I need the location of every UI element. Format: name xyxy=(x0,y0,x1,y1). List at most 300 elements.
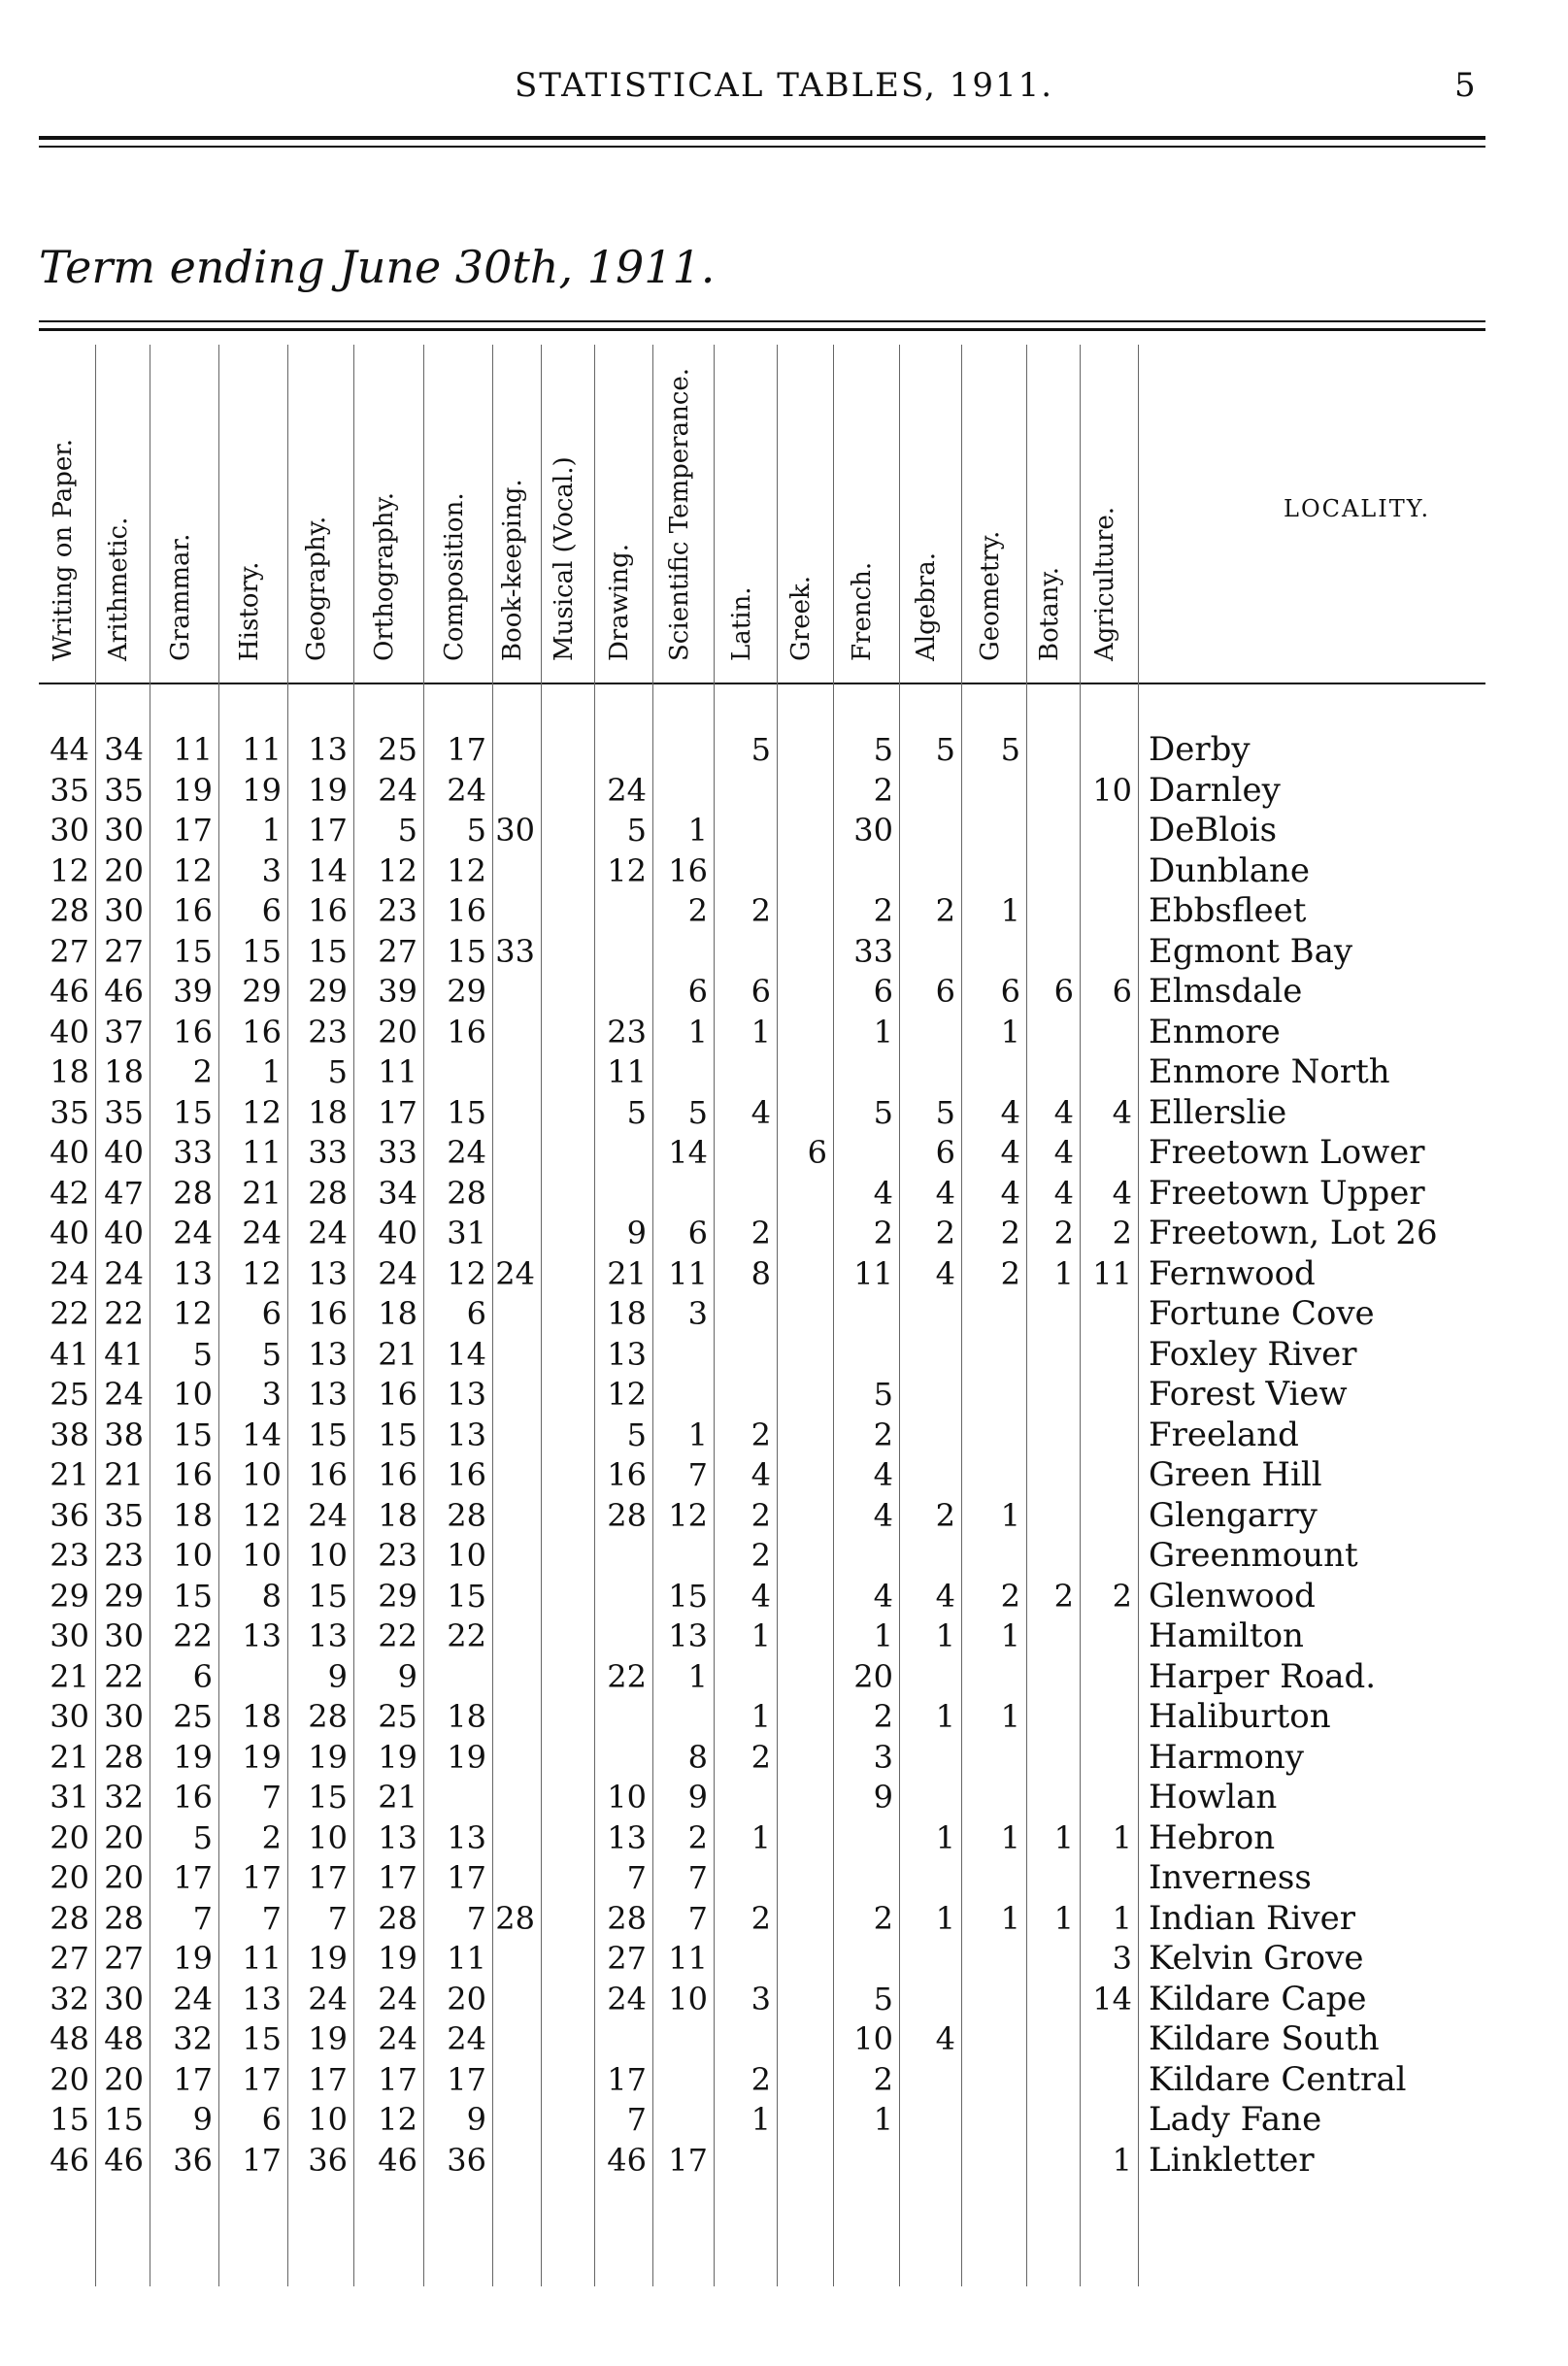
table-cell: 5 xyxy=(626,1416,647,1453)
table-cell xyxy=(961,2060,1026,2101)
table-cell: 2 xyxy=(751,1899,771,1937)
table-cell: 24 xyxy=(378,1980,417,2017)
table-row xyxy=(39,1899,1485,1940)
locality-name: Enmore North xyxy=(1149,1052,1390,1091)
table-cell xyxy=(652,2019,714,2060)
table-cell xyxy=(899,2100,961,2141)
column-header-label: Book-keeping. xyxy=(498,479,527,661)
column-header xyxy=(777,345,833,683)
table-cell: 10 xyxy=(668,1980,708,2017)
table-cell: 1 xyxy=(873,2101,893,2138)
table-cell: 5 xyxy=(626,1093,647,1131)
table-cell xyxy=(899,1052,961,1093)
table-cell xyxy=(777,2060,833,2101)
table-cell: 28 xyxy=(50,892,89,929)
table-cell: 12 xyxy=(173,1295,213,1332)
table-cell: 9 xyxy=(466,2101,486,2138)
table-cell xyxy=(961,1416,1026,1456)
column-header-label: Scientific Temperance. xyxy=(664,367,694,661)
table-cell: 5 xyxy=(873,1980,893,2017)
table-cell: 28 xyxy=(378,1899,417,1937)
table-cell xyxy=(492,1335,541,1376)
table-cell xyxy=(777,2141,833,2182)
table-cell: 18 xyxy=(173,1496,213,1534)
table-cell xyxy=(541,1133,594,1174)
table-cell: 35 xyxy=(104,771,144,809)
table-cell: 5 xyxy=(873,731,893,768)
table-row xyxy=(39,1616,1485,1657)
table-cell: 38 xyxy=(104,1416,144,1453)
table-cell: 35 xyxy=(50,771,89,809)
table-cell: 15 xyxy=(173,1577,213,1615)
table-cell: 10 xyxy=(242,1456,282,1493)
table-cell: 15 xyxy=(308,1577,348,1615)
table-cell: 17 xyxy=(447,1859,486,1896)
table-cell: 18 xyxy=(50,1053,89,1090)
table-cell: 10 xyxy=(1092,771,1132,809)
table-cell: 27 xyxy=(104,1940,144,1977)
table-row xyxy=(39,1455,1485,1496)
table-cell: 6 xyxy=(687,973,708,1010)
table-cell: 4 xyxy=(1000,1174,1020,1212)
table-cell: 1 xyxy=(687,1416,708,1453)
table-cell: 6 xyxy=(192,1657,213,1695)
table-cell xyxy=(1080,1416,1138,1456)
table-cell xyxy=(594,972,652,1013)
table-cell xyxy=(1080,1616,1138,1657)
table-cell xyxy=(652,1335,714,1376)
table-cell: 1 xyxy=(1053,1818,1074,1856)
table-cell xyxy=(777,1093,833,1134)
table-cell xyxy=(541,1052,594,1093)
table-cell xyxy=(777,771,833,812)
table-cell: 17 xyxy=(308,2060,348,2098)
table-cell xyxy=(777,1013,833,1053)
table-cell: 2 xyxy=(687,892,708,929)
locality-name: Enmore xyxy=(1149,1012,1281,1051)
locality-name: Kelvin Grove xyxy=(1149,1939,1364,1978)
table-cell: 24 xyxy=(447,1134,486,1171)
table-cell: 38 xyxy=(50,1416,89,1453)
table-cell: 16 xyxy=(447,1456,486,1493)
table-row xyxy=(39,1738,1485,1779)
table-row xyxy=(39,1093,1485,1134)
table-cell: 1 xyxy=(1000,1013,1020,1050)
table-cell: 2 xyxy=(261,1818,282,1856)
table-cell: 37 xyxy=(104,1013,144,1050)
table-cell: 25 xyxy=(173,1698,213,1735)
table-cell: 30 xyxy=(104,812,144,849)
table-cell xyxy=(1026,1536,1080,1577)
locality-name: Hamilton xyxy=(1149,1616,1304,1655)
table-cell: 16 xyxy=(308,892,348,929)
table-cell: 15 xyxy=(173,932,213,970)
table-cell xyxy=(594,1133,652,1174)
table-cell xyxy=(1080,1778,1138,1818)
table-row xyxy=(39,730,1485,771)
table-cell xyxy=(1026,1496,1080,1537)
table-row xyxy=(39,1536,1485,1577)
table-cell: 28 xyxy=(104,1899,144,1937)
table-cell: 10 xyxy=(308,2101,348,2138)
table-cell xyxy=(777,1616,833,1657)
locality-name: Foxley River xyxy=(1149,1334,1357,1374)
table-cell xyxy=(541,1335,594,1376)
table-cell: 2 xyxy=(935,892,955,929)
table-cell: 2 xyxy=(1000,1215,1020,1251)
table-cell: 4 xyxy=(873,1577,893,1615)
table-cell xyxy=(492,1939,541,1980)
table-cell: 4 xyxy=(1000,1093,1020,1131)
table-cell: 18 xyxy=(378,1496,417,1534)
table-cell: 17 xyxy=(378,1093,417,1131)
table-cell: 46 xyxy=(607,2141,647,2179)
table-cell: 48 xyxy=(50,2020,89,2057)
table-cell: 2 xyxy=(751,1537,771,1574)
table-cell: 24 xyxy=(447,771,486,809)
table-cell xyxy=(594,932,652,973)
table-row xyxy=(39,1133,1485,1174)
table-row xyxy=(39,1577,1485,1617)
table-header xyxy=(39,345,1485,683)
table-cell: 30 xyxy=(495,812,535,849)
table-cell: 8 xyxy=(261,1577,282,1615)
table-cell xyxy=(714,1335,777,1376)
table-cell: 19 xyxy=(308,1940,348,1977)
table-cell: 4 xyxy=(873,1456,893,1493)
table-cell: 14 xyxy=(668,1134,708,1171)
table-cell xyxy=(777,891,833,932)
locality-name: Egmont Bay xyxy=(1149,931,1353,971)
table-cell xyxy=(541,1858,594,1899)
table-cell: 2 xyxy=(873,771,893,809)
table-cell xyxy=(714,2019,777,2060)
table-cell: 32 xyxy=(173,2020,213,2057)
table-cell: 13 xyxy=(607,1335,647,1373)
table-cell xyxy=(492,1697,541,1738)
table-cell: 20 xyxy=(104,1859,144,1896)
header-rule-thick xyxy=(39,136,1485,140)
table-cell: 10 xyxy=(242,1537,282,1574)
table-cell xyxy=(899,1778,961,1818)
table-cell: 5 xyxy=(397,812,417,849)
table-cell: 4 xyxy=(751,1456,771,1493)
table-cell: 12 xyxy=(242,1093,282,1131)
locality-name: Kildare Central xyxy=(1149,2059,1407,2099)
locality-name: Freetown Upper xyxy=(1149,1173,1425,1213)
table-cell: 22 xyxy=(447,1617,486,1654)
locality-name: Derby xyxy=(1149,730,1251,769)
table-cell: 23 xyxy=(378,892,417,929)
table-cell: 13 xyxy=(242,1617,282,1654)
table-cell: 27 xyxy=(607,1940,647,1977)
table-cell: 2 xyxy=(1112,1215,1132,1251)
table-cell: 11 xyxy=(378,1053,417,1090)
table-cell xyxy=(777,1577,833,1617)
table-cell xyxy=(714,1133,777,1174)
table-cell: 47 xyxy=(104,1174,144,1212)
table-cell: 21 xyxy=(50,1738,89,1776)
table-cell xyxy=(714,1939,777,1980)
table-cell xyxy=(777,1536,833,1577)
table-cell xyxy=(777,851,833,892)
table-cell: 2 xyxy=(1000,1254,1020,1292)
table-cell: 11 xyxy=(853,1254,893,1292)
table-top-rule-thick xyxy=(39,328,1485,331)
table-cell xyxy=(777,1174,833,1215)
table-cell xyxy=(423,1778,492,1818)
table-cell: 1 xyxy=(751,2101,771,2138)
table-cell: 15 xyxy=(50,2101,89,2138)
table-cell: 19 xyxy=(378,1738,417,1776)
table-cell: 28 xyxy=(607,1899,647,1937)
table-cell: 2 xyxy=(751,892,771,929)
table-cell: 16 xyxy=(308,1295,348,1332)
table-cell: 9 xyxy=(192,2101,213,2138)
table-cell: 25 xyxy=(50,1376,89,1413)
table-cell: 11 xyxy=(668,1940,708,1977)
table-cell: 9 xyxy=(873,1779,893,1816)
table-cell xyxy=(541,851,594,892)
table-cell xyxy=(777,730,833,771)
table-cell: 12 xyxy=(378,2101,417,2138)
table-cell: 14 xyxy=(447,1335,486,1373)
table-cell xyxy=(777,1375,833,1416)
table-cell xyxy=(541,1536,594,1577)
table-cell: 16 xyxy=(173,1779,213,1816)
table-cell: 30 xyxy=(50,812,89,849)
table-cell: 4 xyxy=(1000,1134,1020,1171)
table-cell xyxy=(492,1616,541,1657)
table-cell: 2 xyxy=(873,2060,893,2098)
table-cell: 1 xyxy=(1000,1698,1020,1735)
table-cell: 36 xyxy=(50,1496,89,1534)
table-cell: 22 xyxy=(607,1657,647,1695)
table-cell xyxy=(594,2019,652,2060)
table-cell xyxy=(961,1939,1026,1980)
table-cell xyxy=(714,1778,777,1818)
locality-name: Kildare Cape xyxy=(1149,1979,1367,2018)
table-cell: 20 xyxy=(50,2060,89,2098)
table-cell xyxy=(1026,1294,1080,1335)
table-cell: 4 xyxy=(1053,1093,1074,1131)
table-cell xyxy=(492,851,541,892)
table-cell: 11 xyxy=(668,1254,708,1292)
table-cell xyxy=(541,771,594,812)
table-cell: 33 xyxy=(495,932,535,970)
table-cell: 4 xyxy=(873,1496,893,1534)
table-cell: 17 xyxy=(378,1859,417,1896)
table-cell: 19 xyxy=(242,1738,282,1776)
column-header xyxy=(594,345,652,683)
table-cell: 18 xyxy=(242,1698,282,1735)
table-cell: 5 xyxy=(935,1093,955,1131)
table-cell: 30 xyxy=(104,1980,144,2017)
table-cell xyxy=(777,972,833,1013)
table-cell: 1 xyxy=(751,1617,771,1654)
table-cell: 12 xyxy=(607,851,647,889)
table-cell: 2 xyxy=(751,1496,771,1534)
table-cell: 4 xyxy=(935,1577,955,1615)
table-cell: 19 xyxy=(173,1940,213,1977)
table-cell xyxy=(777,1939,833,1980)
column-header-label: Greek. xyxy=(786,576,816,661)
table-row xyxy=(39,1254,1485,1295)
table-cell: 15 xyxy=(308,1779,348,1816)
table-cell xyxy=(961,1858,1026,1899)
table-row xyxy=(39,2141,1485,2182)
table-cell: 15 xyxy=(447,1577,486,1615)
table-cell xyxy=(1026,1939,1080,1980)
table-cell: 29 xyxy=(447,973,486,1010)
table-cell: 1 xyxy=(751,1698,771,1735)
table-cell: 16 xyxy=(173,892,213,929)
table-cell xyxy=(899,2141,961,2182)
table-cell: 13 xyxy=(308,1376,348,1413)
table-cell xyxy=(777,1455,833,1496)
table-cell: 1 xyxy=(1000,1496,1020,1534)
table-cell: 28 xyxy=(173,1174,213,1212)
table-cell: 1 xyxy=(751,1818,771,1856)
table-row xyxy=(39,972,1485,1013)
table-cell: 7 xyxy=(626,2101,647,2138)
table-cell: 4 xyxy=(1053,1174,1074,1212)
table-cell xyxy=(541,1778,594,1818)
table-cell: 40 xyxy=(104,1215,144,1251)
table-cell xyxy=(541,1980,594,2020)
table-cell: 32 xyxy=(104,1779,144,1816)
table-cell xyxy=(1026,1738,1080,1779)
table-cell: 24 xyxy=(50,1254,89,1292)
table-cell: 40 xyxy=(104,1134,144,1171)
table-cell xyxy=(714,1174,777,1215)
table-cell: 1 xyxy=(261,1053,282,1090)
table-cell xyxy=(961,2100,1026,2141)
table-cell xyxy=(594,1697,652,1738)
table-cell xyxy=(777,1697,833,1738)
table-cell: 7 xyxy=(261,1899,282,1937)
table-cell: 4 xyxy=(873,1174,893,1212)
locality-name: Forest View xyxy=(1149,1375,1348,1414)
table-row xyxy=(39,932,1485,973)
table-cell: 17 xyxy=(447,2060,486,2098)
table-cell xyxy=(1080,2100,1138,2141)
column-header-label: Algebra. xyxy=(912,552,941,661)
table-cell: 29 xyxy=(104,1577,144,1615)
table-cell xyxy=(899,932,961,973)
table-cell: 46 xyxy=(104,973,144,1010)
table-cell: 6 xyxy=(935,973,955,1010)
table-row xyxy=(39,1174,1485,1215)
table-cell: 1 xyxy=(935,1617,955,1654)
table-cell: 2 xyxy=(935,1215,955,1251)
table-cell: 12 xyxy=(173,851,213,889)
table-cell: 40 xyxy=(50,1134,89,1171)
table-cell: 13 xyxy=(242,1980,282,2017)
table-cell xyxy=(1080,1052,1138,1093)
table-cell: 11 xyxy=(242,1134,282,1171)
locality-name: Howlan xyxy=(1149,1778,1278,1816)
table-cell: 12 xyxy=(378,851,417,889)
table-cell xyxy=(961,1536,1026,1577)
table-cell xyxy=(777,1980,833,2020)
table-cell: 46 xyxy=(104,2141,144,2179)
table-cell xyxy=(777,1496,833,1537)
table-cell: 24 xyxy=(447,2020,486,2057)
table-cell xyxy=(541,1174,594,1215)
table-cell xyxy=(777,1335,833,1376)
table-cell xyxy=(541,1577,594,1617)
table-cell: 1 xyxy=(261,812,282,849)
table-cell: 25 xyxy=(378,731,417,768)
table-cell: 39 xyxy=(173,973,213,1010)
table-cell: 33 xyxy=(378,1134,417,1171)
table-cell: 1 xyxy=(1112,1899,1132,1937)
table-cell xyxy=(961,1738,1026,1779)
table-cell xyxy=(1080,851,1138,892)
table-cell xyxy=(833,1294,899,1335)
table-cell: 20 xyxy=(104,2060,144,2098)
table-cell: 17 xyxy=(607,2060,647,2098)
table-cell: 29 xyxy=(50,1577,89,1615)
table-cell: 40 xyxy=(50,1013,89,1050)
table-cell: 2 xyxy=(1053,1215,1074,1251)
table-cell xyxy=(541,1616,594,1657)
table-row xyxy=(39,1697,1485,1738)
table-cell xyxy=(1026,2100,1080,2141)
table-cell xyxy=(961,1778,1026,1818)
table-cell xyxy=(1080,1738,1138,1779)
table-cell: 1 xyxy=(1053,1899,1074,1937)
table-cell xyxy=(961,1294,1026,1335)
table-row xyxy=(39,1858,1485,1899)
table-row xyxy=(39,1375,1485,1416)
table-cell xyxy=(777,1858,833,1899)
table-cell: 29 xyxy=(308,973,348,1010)
table-cell xyxy=(423,1052,492,1093)
table-cell xyxy=(777,811,833,851)
table-cell: 24 xyxy=(173,1980,213,2017)
table-cell xyxy=(1080,2019,1138,2060)
locality-name: Green Hill xyxy=(1149,1455,1322,1494)
table-cell: 28 xyxy=(607,1496,647,1534)
table-cell xyxy=(492,1455,541,1496)
table-row xyxy=(39,1214,1485,1254)
table-cell: 36 xyxy=(447,2141,486,2179)
table-cell: 5 xyxy=(935,731,955,768)
table-cell: 24 xyxy=(607,771,647,809)
column-header-label: French. xyxy=(848,561,877,661)
table-cell: 40 xyxy=(50,1215,89,1251)
locality-name: Freetown, Lot 26 xyxy=(1149,1214,1438,1252)
table-cell xyxy=(541,1375,594,1416)
table-cell xyxy=(492,1577,541,1617)
table-cell xyxy=(1080,891,1138,932)
table-cell: 1 xyxy=(1053,1254,1074,1292)
table-cell: 4 xyxy=(751,1577,771,1615)
column-header xyxy=(353,345,423,683)
column-header xyxy=(1080,345,1138,683)
table-cell: 11 xyxy=(242,731,282,768)
table-cell: 17 xyxy=(242,1859,282,1896)
table-cell: 34 xyxy=(104,731,144,768)
table-cell: 10 xyxy=(173,1537,213,1574)
page-number: 5 xyxy=(1454,66,1476,105)
table-row xyxy=(39,811,1485,851)
table-cell: 1 xyxy=(1000,1818,1020,1856)
table-cell: 10 xyxy=(607,1779,647,1816)
table-cell: 3 xyxy=(261,851,282,889)
